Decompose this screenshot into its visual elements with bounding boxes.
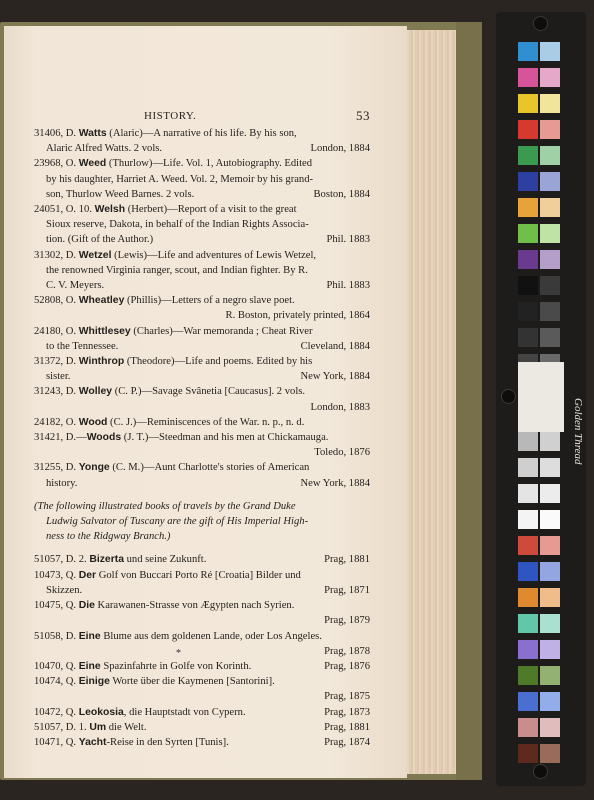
catalog-entry	[34, 384, 370, 414]
entry-line: 23968, O. Weed (Thurlow)—Life. Vol. 1, Autobiography. Edited	[34, 158, 313, 170]
color-swatch	[518, 68, 538, 87]
entry-line: sister. New York, 1884	[46, 371, 370, 383]
entry-heading: Um	[89, 721, 107, 733]
color-swatch	[540, 510, 560, 529]
color-swatch	[540, 198, 560, 217]
entry-line: Skizzen. Prag, 1871	[46, 584, 370, 596]
catalog-entry	[34, 552, 370, 567]
entry-line: Prag, 1878	[324, 645, 370, 657]
entry-line: 10475, Q. Die Karawanen-Strasse von Ægypten nach Syrien.	[34, 600, 295, 612]
entry-line: 24182, O. Wood (C. J.)—Reminiscences of the War. n. p., n. d.	[34, 416, 305, 428]
entry-line: son, Thurlow Weed Barnes. 2 vols. Boston, 1884	[46, 188, 370, 200]
entry-line: 31406, D. Watts (Alaric)—A narrative of his life. By his son,	[34, 128, 297, 139]
entry-heading: Die	[78, 600, 95, 612]
entry-line: 24051, O. 10. Welsh (Herbert)—Report of a visit to the great	[34, 204, 297, 216]
entry-line: 10470, Q. Eine Spazinfahrte in Golfe von Korinth. Prag, 1876	[34, 660, 370, 672]
color-swatch	[540, 172, 560, 191]
color-swatch	[518, 718, 538, 737]
end-mark: *	[176, 648, 181, 659]
catalog-entry	[34, 659, 370, 674]
catalog-entry	[34, 324, 370, 354]
catalog-entry	[34, 430, 370, 460]
color-swatch	[518, 328, 538, 347]
entry-heading: Eine	[78, 630, 101, 642]
color-swatch	[540, 562, 560, 581]
entry-line: by his daughter, Harriet A. Weed. Vol. 2, Memoir by his grand-	[46, 173, 314, 185]
note-line: (The following illustrated books of travels by the Grand Duke	[34, 500, 296, 512]
page-header	[34, 110, 370, 126]
catalog-entry	[34, 354, 370, 384]
color-swatch	[540, 588, 560, 607]
color-swatch	[518, 666, 538, 685]
color-swatch	[518, 692, 538, 711]
catalog-entry	[34, 598, 370, 628]
entry-line: the renowned Virginia ranger, scout, and Indian fighter. By R.	[46, 264, 308, 276]
entry-heading: Eine	[78, 660, 101, 672]
color-swatch	[518, 198, 538, 217]
color-swatch	[540, 744, 560, 763]
entry-line: Alaric Alfred Watts. 2 vols. London, 1884	[46, 143, 370, 155]
entry-line: 31243, D. Wolley (C. P.)—Savage Svânetia [Caucasus]. 2 vols.	[34, 386, 306, 398]
entry-heading: Weed	[78, 158, 107, 170]
color-swatch	[518, 588, 538, 607]
entry-line: 31302, D. Wetzel (Lewis)—Life and adventures of Lewis Wetzel,	[34, 249, 317, 261]
entry-line: Prag, 1875	[324, 691, 370, 703]
entry-line: 10474, Q. Einige Worte über die Kaymenen [Santorini].	[34, 676, 275, 688]
color-swatch	[518, 276, 538, 295]
catalog-entry	[34, 156, 370, 202]
color-swatch	[540, 614, 560, 633]
color-swatch	[540, 250, 560, 269]
color-swatch	[518, 640, 538, 659]
entry-line: 10472, Q. Leokosia, die Hauptstadt von Cypern. Prag, 1873	[34, 706, 370, 718]
catalog-entry	[34, 735, 370, 750]
entry-heading: Wolley	[78, 386, 113, 398]
catalog-entry	[34, 126, 370, 156]
entry-heading: Whittlesey	[78, 325, 131, 337]
checker-hole-middle	[501, 389, 516, 404]
entry-heading: Wheatley	[78, 295, 125, 307]
color-swatch	[518, 120, 538, 139]
color-swatch	[540, 302, 560, 321]
color-swatch	[518, 562, 538, 581]
entry-line: 10473, Q. Der Golf von Buccari Porto Ré [Croatia] Bilder und	[34, 569, 301, 581]
resolution-target	[518, 362, 564, 432]
entry-line: Toledo, 1876	[314, 447, 370, 459]
color-swatch	[540, 276, 560, 295]
color-swatch	[540, 146, 560, 165]
color-swatch	[540, 536, 560, 555]
color-swatch	[540, 94, 560, 113]
golden-thread-label: Golden Thread	[572, 398, 584, 465]
catalog-entry	[34, 720, 370, 735]
entry-line: 51058, D. Eine Blume aus dem goldenen Lande, oder Los Angeles.	[34, 630, 322, 642]
color-swatch	[540, 692, 560, 711]
color-swatch	[540, 484, 560, 503]
checker-hole-bottom	[533, 764, 548, 779]
entry-heading: Leokosia	[78, 706, 124, 718]
catalog-entry	[34, 629, 370, 659]
page-title: HISTORY.	[144, 110, 197, 122]
entry-line: 31421, D.—Woods (J. T.)—Steedman and his men at Chickamauga.	[34, 432, 329, 444]
entry-line: R. Boston, privately printed, 1864	[225, 310, 370, 322]
color-swatch	[518, 42, 538, 61]
entry-line: history. New York, 1884	[46, 477, 370, 489]
entry-heading: Bizerta	[89, 554, 124, 566]
color-swatch	[518, 302, 538, 321]
color-swatch	[518, 510, 538, 529]
color-swatch	[540, 68, 560, 87]
catalog-entries	[34, 126, 370, 750]
color-swatch	[540, 432, 560, 451]
entry-line: London, 1883	[310, 401, 370, 413]
entry-heading: Einige	[78, 676, 110, 688]
page-edges	[404, 30, 456, 774]
entry-line: Prag, 1879	[324, 615, 370, 627]
catalog-entry	[34, 202, 370, 248]
entry-line: 31255, D. Yonge (C. M.)—Aunt Charlotte's stories of American	[34, 462, 310, 474]
color-swatch	[518, 536, 538, 555]
entry-heading: Wetzel	[78, 249, 112, 261]
note-line: ness to the Ridgway Branch.)	[46, 531, 171, 543]
note-line: Ludwig Salvator of Tuscany are the gift of His Imperial High-	[46, 516, 309, 528]
color-swatch	[518, 458, 538, 477]
catalog-entry	[34, 568, 370, 598]
entry-line: 52808, O. Wheatley (Phillis)—Letters of a negro slave poet.	[34, 295, 295, 307]
color-swatch	[518, 432, 538, 451]
entry-line: Sioux reserve, Dakota, in behalf of the Indian Rights Associa-	[46, 219, 309, 231]
entry-heading: Yacht	[78, 736, 107, 748]
entry-line: 51057, D. 2. Bizerta und seine Zukunft. Prag, 1881	[34, 554, 370, 566]
entry-line: to the Tennessee. Cleveland, 1884	[46, 340, 370, 352]
entry-line: tion. (Gift of the Author.) Phil. 1883	[46, 234, 370, 246]
color-swatch	[540, 328, 560, 347]
entry-heading: Der	[78, 569, 97, 581]
color-swatch	[540, 120, 560, 139]
catalog-entry	[34, 460, 370, 490]
checker-hole-top	[533, 16, 548, 31]
catalog-entry	[34, 415, 370, 430]
color-swatch	[540, 458, 560, 477]
entry-line: 51057, D. 1. Um die Welt. Prag, 1881	[34, 721, 370, 733]
entry-heading: Wood	[78, 416, 108, 428]
color-swatch	[518, 250, 538, 269]
catalog-entry	[34, 674, 370, 704]
page-number: 53	[356, 108, 370, 123]
color-swatch	[518, 94, 538, 113]
color-swatch	[518, 614, 538, 633]
entry-heading: Yonge	[78, 462, 110, 474]
entry-heading: Welsh	[94, 204, 126, 216]
entry-line: C. V. Meyers. Phil. 1883	[46, 280, 370, 292]
catalog-entry	[34, 705, 370, 720]
history-entries	[34, 126, 370, 491]
color-swatch	[518, 172, 538, 191]
color-swatch	[540, 666, 560, 685]
entry-heading: Winthrop	[78, 356, 125, 368]
book-spine	[456, 22, 482, 780]
catalog-entry	[34, 248, 370, 294]
color-swatch	[518, 484, 538, 503]
color-swatch	[518, 744, 538, 763]
color-swatch	[540, 640, 560, 659]
color-swatch	[518, 146, 538, 165]
entry-line: 24180, O. Whittlesey (Charles)—War memoranda ; Cheat River	[34, 325, 313, 337]
color-swatch	[540, 718, 560, 737]
entry-heading: Watts	[78, 128, 107, 139]
color-swatch	[518, 224, 538, 243]
gift-note	[34, 499, 370, 545]
entry-line: 31372, D. Winthrop (Theodore)—Life and poems. Edited by his	[34, 356, 313, 368]
color-swatch	[540, 42, 560, 61]
travel-entries	[34, 552, 370, 750]
entry-heading: Woods	[86, 432, 122, 444]
catalog-entry	[34, 293, 370, 323]
color-swatch	[540, 224, 560, 243]
entry-line: 10471, Q. Yacht-Reise in den Syrten [Tunis]. Prag, 1874	[34, 736, 370, 748]
